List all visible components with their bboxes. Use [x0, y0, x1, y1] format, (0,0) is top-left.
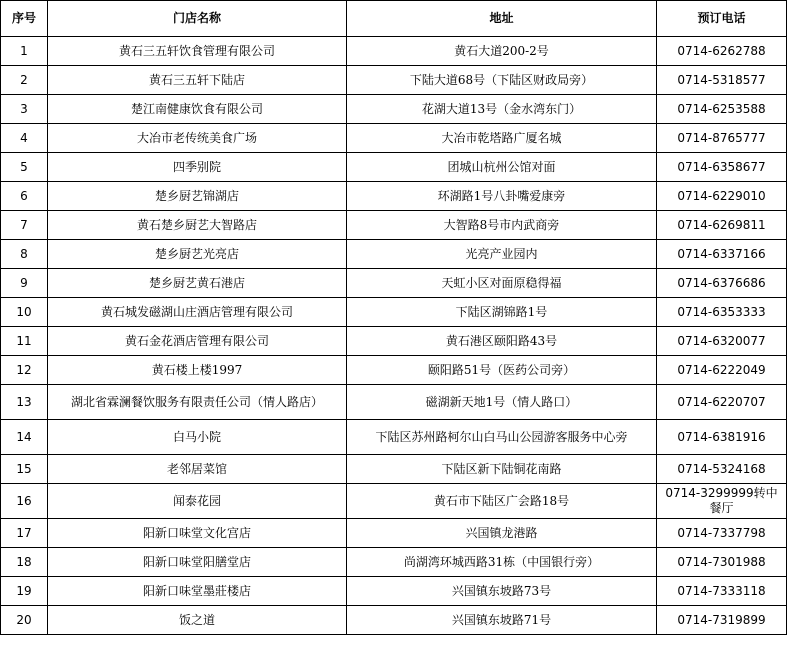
row-index: 13	[1, 385, 48, 420]
table-row	[1, 577, 787, 606]
table-row	[1, 124, 787, 153]
store-address: 兴国镇龙港路	[347, 519, 657, 548]
store-address: 下陆区新下陆铜花南路	[347, 455, 657, 484]
store-name: 黄石城发磁湖山庄酒店管理有限公司	[48, 298, 347, 327]
row-index: 6	[1, 182, 48, 211]
store-name: 白马小院	[48, 420, 347, 455]
booking-phone: 0714-3299999转中餐厅	[657, 484, 787, 519]
booking-phone: 0714-6353333	[657, 298, 787, 327]
store-address: 环湖路1号八卦嘴爱康旁	[347, 182, 657, 211]
store-name: 闻泰花园	[48, 484, 347, 519]
store-address: 下陆区苏州路柯尔山白马山公园游客服务中心旁	[347, 420, 657, 455]
store-name: 老邻居菜馆	[48, 455, 347, 484]
store-address: 团城山杭州公馆对面	[347, 153, 657, 182]
store-name: 阳新口味堂墨莊楼店	[48, 577, 347, 606]
booking-phone: 0714-6253588	[657, 95, 787, 124]
table-row	[1, 269, 787, 298]
store-name: 黄石三五轩饮食管理有限公司	[48, 37, 347, 66]
store-address: 尚湖湾环城西路31栋（中国银行旁）	[347, 548, 657, 577]
row-index: 3	[1, 95, 48, 124]
booking-phone: 0714-6269811	[657, 211, 787, 240]
booking-phone: 0714-6222049	[657, 356, 787, 385]
row-index: 10	[1, 298, 48, 327]
store-name: 楚江南健康饮食有限公司	[48, 95, 347, 124]
store-name: 湖北省霖澜餐饮服务有限责任公司（情人路店）	[48, 385, 347, 420]
store-name: 黄石金花酒店管理有限公司	[48, 327, 347, 356]
row-index: 1	[1, 37, 48, 66]
store-address: 磁湖新天地1号（情人路口）	[347, 385, 657, 420]
table-row	[1, 95, 787, 124]
table-row	[1, 548, 787, 577]
table-row	[1, 455, 787, 484]
booking-phone: 0714-6381916	[657, 420, 787, 455]
table-row	[1, 211, 787, 240]
table-row	[1, 519, 787, 548]
header-row	[1, 1, 787, 37]
table-row	[1, 66, 787, 95]
row-index: 8	[1, 240, 48, 269]
store-address: 下陆区湖锦路1号	[347, 298, 657, 327]
table-row	[1, 484, 787, 519]
store-name: 黄石楚乡厨艺大智路店	[48, 211, 347, 240]
row-index: 7	[1, 211, 48, 240]
booking-phone: 0714-8765777	[657, 124, 787, 153]
table-row	[1, 298, 787, 327]
booking-phone: 0714-6337166	[657, 240, 787, 269]
store-name: 楚乡厨艺光亮店	[48, 240, 347, 269]
table-row	[1, 356, 787, 385]
row-index: 14	[1, 420, 48, 455]
store-address: 大智路8号市内武商旁	[347, 211, 657, 240]
booking-phone: 0714-6262788	[657, 37, 787, 66]
booking-phone: 0714-6229010	[657, 182, 787, 211]
store-address: 光亮产业园内	[347, 240, 657, 269]
row-index: 17	[1, 519, 48, 548]
header-phone: 预订电话	[657, 1, 787, 37]
store-name: 黄石三五轩下陆店	[48, 66, 347, 95]
table-row	[1, 182, 787, 211]
booking-phone: 0714-7301988	[657, 548, 787, 577]
table-row	[1, 240, 787, 269]
row-index: 19	[1, 577, 48, 606]
booking-phone: 0714-7319899	[657, 606, 787, 635]
table-row	[1, 606, 787, 635]
store-address: 大冶市乾塔路广厦名城	[347, 124, 657, 153]
store-address: 兴国镇东坡路73号	[347, 577, 657, 606]
store-address: 黄石市下陆区广会路18号	[347, 484, 657, 519]
booking-phone: 0714-7333118	[657, 577, 787, 606]
store-address: 黄石大道200-2号	[347, 37, 657, 66]
store-address: 颐阳路51号（医药公司旁）	[347, 356, 657, 385]
table-body	[1, 37, 787, 635]
booking-phone: 0714-6220707	[657, 385, 787, 420]
store-address: 黄石港区颐阳路43号	[347, 327, 657, 356]
header-index: 序号	[1, 1, 48, 37]
table-row	[1, 420, 787, 455]
store-name: 黄石楼上楼1997	[48, 356, 347, 385]
row-index: 18	[1, 548, 48, 577]
table-row	[1, 327, 787, 356]
booking-phone: 0714-5318577	[657, 66, 787, 95]
booking-phone: 0714-5324168	[657, 455, 787, 484]
table-row	[1, 153, 787, 182]
store-name: 阳新口味堂阳膳堂店	[48, 548, 347, 577]
row-index: 5	[1, 153, 48, 182]
table-row	[1, 37, 787, 66]
row-index: 11	[1, 327, 48, 356]
store-name: 大冶市老传统美食广场	[48, 124, 347, 153]
store-name: 楚乡厨艺黄石港店	[48, 269, 347, 298]
row-index: 4	[1, 124, 48, 153]
table-row	[1, 385, 787, 420]
header-name: 门店名称	[48, 1, 347, 37]
header-address: 地址	[347, 1, 657, 37]
row-index: 9	[1, 269, 48, 298]
row-index: 16	[1, 484, 48, 519]
store-address: 天虹小区对面原稳得福	[347, 269, 657, 298]
store-address: 下陆大道68号（下陆区财政局旁）	[347, 66, 657, 95]
booking-phone: 0714-7337798	[657, 519, 787, 548]
store-name: 饭之道	[48, 606, 347, 635]
store-name: 楚乡厨艺锦湖店	[48, 182, 347, 211]
row-index: 2	[1, 66, 48, 95]
booking-phone: 0714-6376686	[657, 269, 787, 298]
store-address: 兴国镇东坡路71号	[347, 606, 657, 635]
store-address: 花湖大道13号（金水湾东门）	[347, 95, 657, 124]
row-index: 20	[1, 606, 48, 635]
row-index: 12	[1, 356, 48, 385]
booking-phone: 0714-6358677	[657, 153, 787, 182]
row-index: 15	[1, 455, 48, 484]
store-name: 阳新口味堂文化宫店	[48, 519, 347, 548]
store-name: 四季别院	[48, 153, 347, 182]
booking-phone: 0714-6320077	[657, 327, 787, 356]
